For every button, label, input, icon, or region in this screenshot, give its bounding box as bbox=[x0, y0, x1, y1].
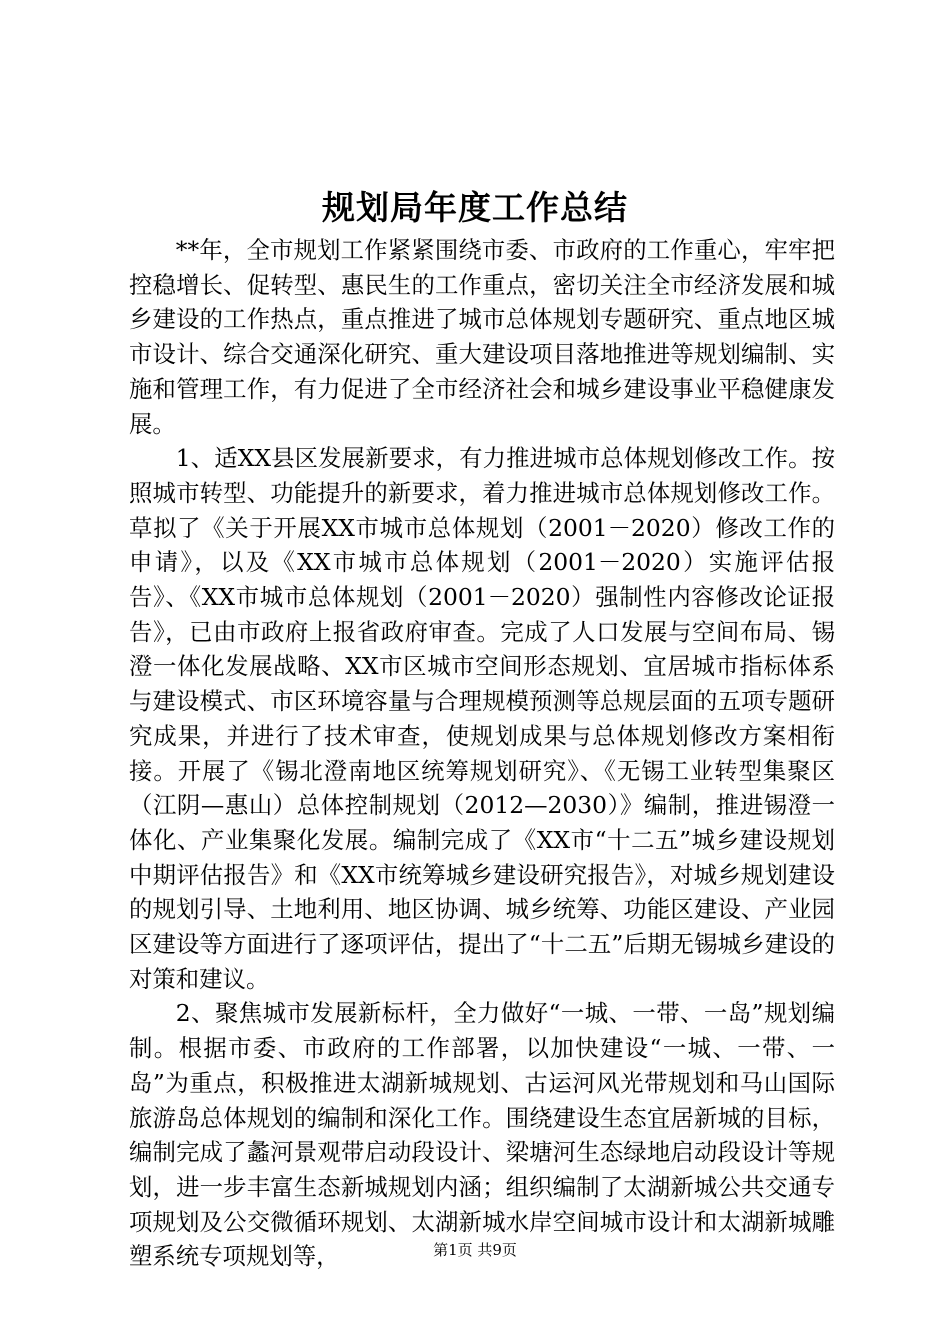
page-footer: 第1页 共9页 bbox=[433, 1241, 517, 1259]
paragraph-section-2: 2、聚焦城市发展新标杆，全力做好“一城、一带、一岛”规划编制。根据市委、市政府的工作部署，以加快建设“一城、一带、一岛”为重点，积极推进太湖新城规划、古运河风光带规划和马山国际旅游岛总体规划的编制和深化工作。围绕建设生态宜居新城的目标，编制完成了蠡河景观带启动段设计、梁塘河生态绿地启动段设计等规划，进一步丰富生态新城规划内涵；组织编制了太湖新城公共交通专项规划及公交微循环规划、太湖新城水岸空间城市设计和太湖新城雕塑系统专项规划等， bbox=[129, 999, 835, 1271]
paragraph-section-1: 1、适XX县区发展新要求，有力推进城市总体规划修改工作。按照城市转型、功能提升的新要求，着力推进城市总体规划修改工作。草拟了《关于开展XX市城市总体规划（2001－2020）修改工作的申请》，以及《XX市城市总体规划（2001－2020）实施评估报告》、《XX市城市总体规划（2001－2020）强制性内容修改论证报告》，已由市政府上报省政府审查。完成了人口发展与空间布局、锡澄一体化发展战略、XX市区城市空间形态规划、宜居城市指标体系与建设模式、市区环境容量与合理规模预测等总规层面的五项专题研究成果，并进行了技术审查，使规划成果与总体规划修改方案相衔接。开展了《锡北澄南地区统筹规划研究》、《无锡工业转型集聚区（江阴—惠山）总体控制规划（2012—2030）》编制，推进锡澄一体化、产业集聚化发展。编制完成了《XX市“十二五”城乡建设规划中期评估报告》和《XX市统筹城乡建设研究报告》，对城乡规划建设的规划引导、土地利用、地区协调、城乡统筹、功能区建设、产业园区建设等方面进行了逐项评估，提出了“十二五”后期无锡城乡建设的对策和建议。 bbox=[129, 444, 835, 993]
document-title: 规划局年度工作总结 bbox=[322, 188, 628, 227]
paragraph-intro: **年，全市规划工作紧紧围绕市委、市政府的工作重心，牢牢把控稳增长、促转型、惠民生的工作重点，密切关注全市经济发展和城乡建设的工作热点，重点推进了城市总体规划专题研究、重点地区城市设计、综合交通深化研究、重大建设项目落地推进等规划编制、实施和管理工作，有力促进了全市经济社会和城乡建设事业平稳健康发展。 bbox=[129, 236, 835, 438]
document-body bbox=[129, 233, 835, 1274]
